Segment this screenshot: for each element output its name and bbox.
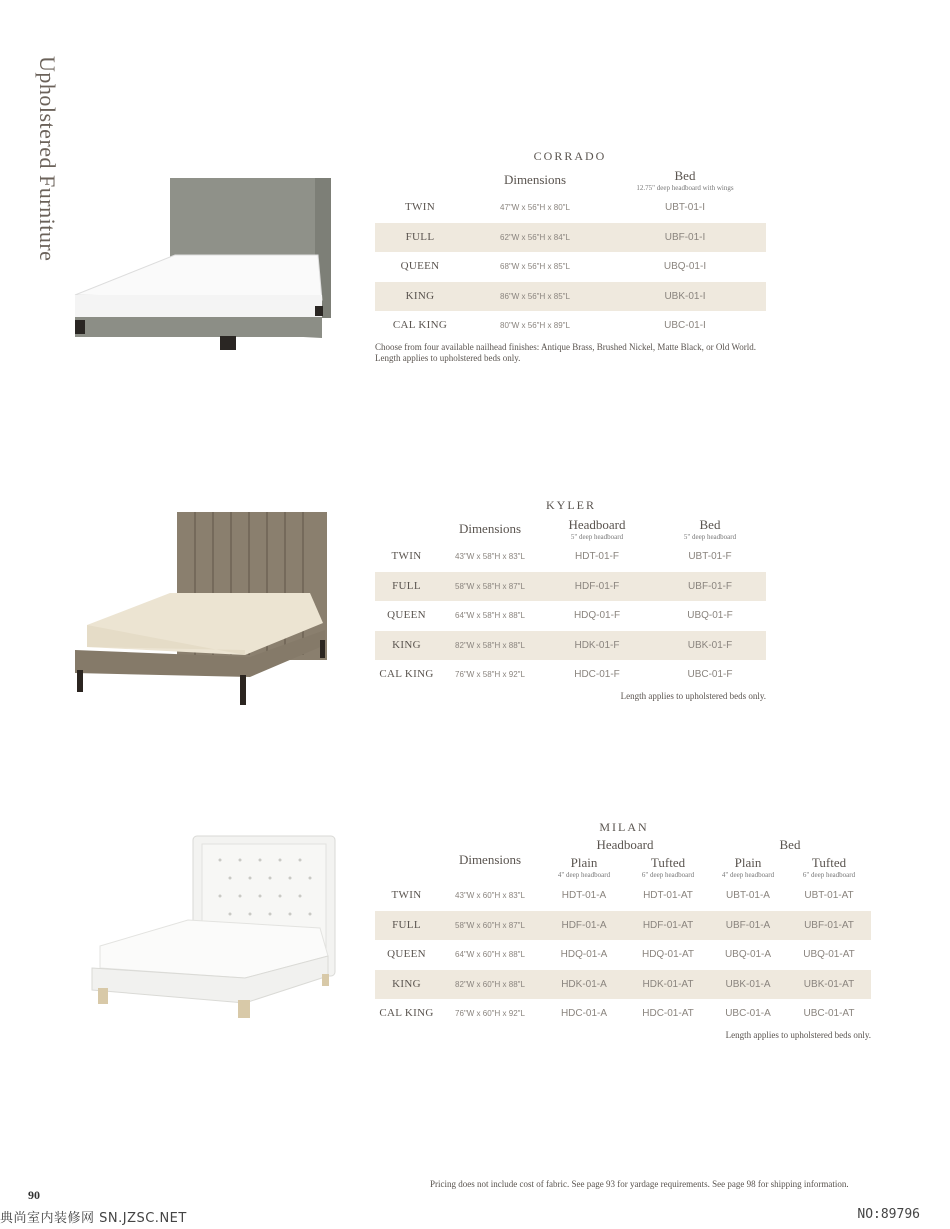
col-header-headboard: Headboard 5" deep headboard	[568, 517, 626, 541]
table-row: CAL KING 76"W x 58"H x 92"L HDC-01-F UBC-01-F	[379, 668, 733, 680]
table-row: TWIN 43"W x 58"H x 83"L HDT-01-F UBT-01-F	[391, 550, 732, 562]
table-row: TWIN 47"W x 56"H x 80"L UBT-01-I	[405, 201, 705, 213]
col-header-plain: Plain 4" deep headboard	[721, 855, 775, 879]
table-row: KING 82"W x 58"H x 88"L HDK-01-F UBK-01-F	[375, 631, 766, 660]
watermark-left: 典尚室内装修网 SN.JZSC.NET	[0, 1211, 187, 1226]
col-header-dimensions: Dimensions	[458, 852, 522, 867]
table-row: FULL 62"W x 56"H x 84"L UBF-01-I	[375, 223, 766, 252]
table-row: CAL KING 80"W x 56"H x 89"L UBC-01-I	[392, 319, 706, 331]
col-header-tufted: Tufted 6" deep headboard	[802, 855, 856, 879]
spec-note: Length applies to upholstered beds only.	[725, 1030, 871, 1040]
spec-note: Length applies to upholstered beds only.	[620, 691, 766, 701]
col-header-plain: Plain 4" deep headboard	[557, 855, 611, 879]
table-row: KING 82"W x 60"H x 88"L HDK-01-A HDK-01-AT UBK-01-A UBK-01-AT	[375, 970, 871, 999]
product-title: KYLER	[546, 498, 596, 512]
section-title: Upholstered Furniture	[35, 56, 60, 262]
watermark-right: NO:89796	[857, 1207, 920, 1222]
table-row: QUEEN 64"W x 58"H x 88"L HDQ-01-F UBQ-01-F	[387, 609, 733, 621]
milan-spec-table	[375, 818, 875, 1048]
kyler-spec-table	[375, 495, 770, 710]
kyler-bed-image	[65, 505, 345, 715]
col-header-headboard: Headboard	[596, 837, 654, 852]
spec-note: Choose from four available nailhead finishes: Antique Brass, Brushed Nickel, Matte Black, or Old World. Length applies to upholstered beds only.	[375, 342, 757, 363]
product-title: MILAN	[599, 820, 649, 834]
corrado-bed-image	[60, 160, 355, 375]
table-row: TWIN 43"W x 60"H x 83"L HDT-01-A HDT-01-AT UBT-01-A UBT-01-AT	[391, 889, 854, 901]
table-row: QUEEN 64"W x 60"H x 88"L HDQ-01-A HDQ-01-AT UBQ-01-A UBQ-01-AT	[387, 948, 855, 960]
corrado-spec-table	[375, 145, 770, 370]
col-header-tufted: Tufted 6" deep headboard	[641, 855, 695, 879]
table-row: QUEEN 68"W x 56"H x 85"L UBQ-01-I	[400, 260, 707, 272]
table-row: FULL 58"W x 60"H x 87"L HDF-01-A HDF-01-AT UBF-01-A UBF-01-AT	[375, 911, 871, 940]
table-row: KING 86"W x 56"H x 85"L UBK-01-I	[375, 282, 766, 311]
page-number: 90	[28, 1188, 40, 1202]
table-row: CAL KING 76"W x 60"H x 92"L HDC-01-A HDC-01-AT UBC-01-A UBC-01-AT	[379, 1007, 855, 1019]
col-header-dimensions: Dimensions	[458, 521, 522, 536]
col-header-bed: Bed	[779, 837, 801, 852]
footer-note: Pricing does not include cost of fabric. See page 93 for yardage requirements. See page 98 for shipping information.	[430, 1179, 849, 1189]
milan-bed-image	[70, 828, 360, 1033]
col-header-bed: Bed 5" deep headboard	[683, 517, 737, 541]
product-title: CORRADO	[533, 149, 607, 163]
col-header-dimensions: Dimensions	[503, 172, 567, 187]
col-header-bed: Bed 12.75" deep headboard with wings	[636, 168, 734, 192]
table-row: FULL 58"W x 58"H x 87"L HDF-01-F UBF-01-F	[375, 572, 766, 601]
